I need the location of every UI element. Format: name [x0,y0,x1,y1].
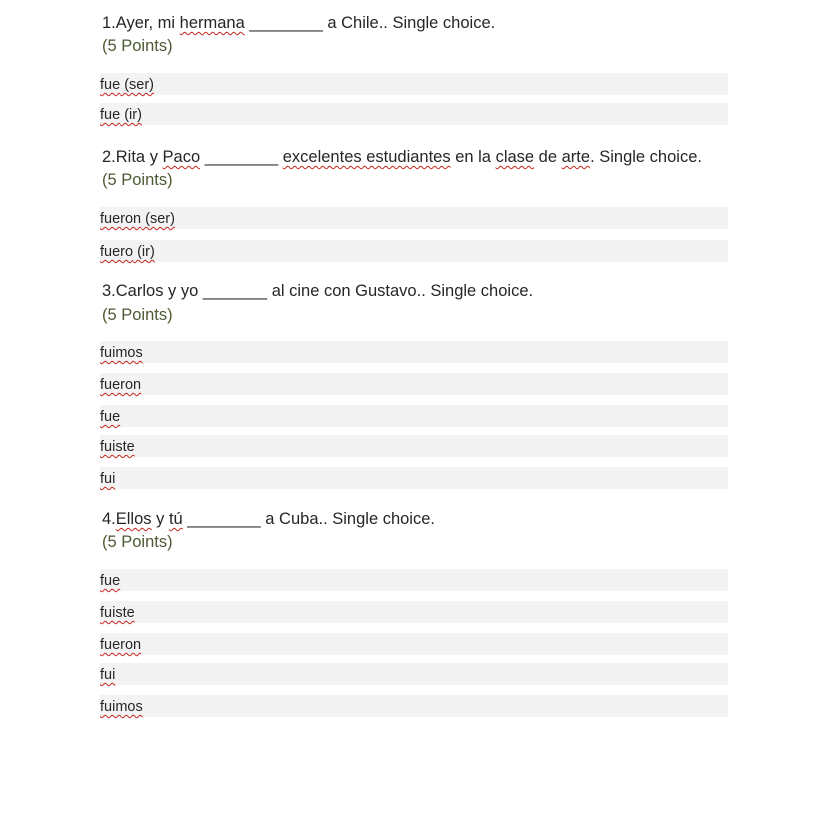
question-points: (5 Points) [102,533,173,551]
option-fuero-ir[interactable] [100,240,728,262]
option-label: fui [100,667,116,683]
option-label: fuimos [100,345,143,361]
misspelled-word: arte [561,148,591,166]
question-points: (5 Points) [102,171,173,189]
option-fueron-ser[interactable] [100,207,728,229]
misspelled-word: excelentes estudiantes [282,148,451,166]
option-fui[interactable] [100,467,728,489]
question-1 [100,12,728,123]
misspelled-word: tú [168,510,183,528]
option-fuiste[interactable] [100,435,728,457]
option-label: fueron (ser) [100,211,175,227]
option-fue[interactable] [100,405,728,427]
option-fue[interactable] [100,569,728,591]
option-label: fue [100,409,121,425]
option-fue-ir[interactable] [100,103,728,125]
misspelled-word: hermana [179,14,245,32]
option-label: fueron [100,377,142,393]
question-title: 4.Ellos y tú ________ a Cuba.. Single choice. [102,510,435,528]
question-title: 2.Rita y Paco ________ excelentes estudiantes en la clase de arte. Single choice. [102,148,702,166]
option-label: fuiste [100,605,135,621]
question-number: 4. [102,510,116,528]
option-label: fueron [100,637,142,653]
option-label: fue (ir) [100,107,142,123]
question-2 [100,146,728,260]
option-label: fuimos [100,699,143,715]
option-fuimos[interactable] [100,341,728,363]
option-label: fuiste [100,439,135,455]
option-fue-ser[interactable] [100,73,728,95]
question-number: 1. [102,14,116,32]
option-fuiste[interactable] [100,601,728,623]
question-number: 3. [102,282,116,300]
option-fui[interactable] [100,663,728,685]
misspelled-word: Ellos [115,510,152,528]
option-label: fue [100,573,121,589]
question-4 [100,508,728,715]
option-label: fui [100,471,116,487]
question-points: (5 Points) [102,37,173,55]
option-fueron[interactable] [100,633,728,655]
misspelled-word: Paco [162,148,201,166]
question-points: (5 Points) [102,306,173,324]
question-3 [100,280,728,487]
option-label: fuero (ir) [100,244,155,260]
option-fueron[interactable] [100,373,728,395]
misspelled-word: clase [495,148,535,166]
option-fuimos[interactable] [100,695,728,717]
question-number: 2. [102,148,116,166]
question-title: 3.Carlos y yo _______ al cine con Gustavo.. Single choice. [102,282,534,300]
question-title: 1.Ayer, mi hermana ________ a Chile.. Single choice. [102,14,496,32]
option-label: fue (ser) [100,77,155,93]
